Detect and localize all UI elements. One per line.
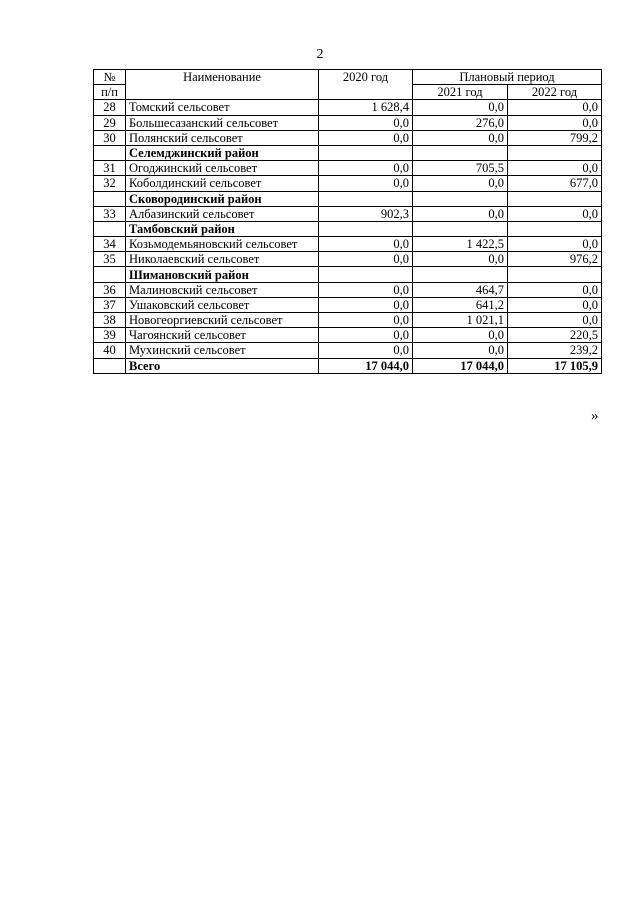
settlement-name: Албазинский сельсовет xyxy=(126,206,319,221)
value-2020: 0,0 xyxy=(319,115,413,130)
table-row xyxy=(94,176,602,191)
value-2021: 0,0 xyxy=(413,176,508,191)
header-num-bottom: п/п xyxy=(94,85,126,100)
table-row xyxy=(94,297,602,312)
settlement-name: Томский сельсовет xyxy=(126,100,319,115)
value-2020: 17 044,0 xyxy=(319,358,413,373)
value-2021: 0,0 xyxy=(413,252,508,267)
settlement-name: Мухинский сельсовет xyxy=(126,343,319,358)
table-body xyxy=(94,100,602,373)
value-2022: 0,0 xyxy=(508,313,602,328)
header-num-top: № xyxy=(94,70,126,85)
value-2021 xyxy=(413,267,508,282)
value-2022: 0,0 xyxy=(508,161,602,176)
district-row xyxy=(94,145,602,160)
value-2022: 0,0 xyxy=(508,206,602,221)
row-num xyxy=(94,191,126,206)
value-2022 xyxy=(508,267,602,282)
table-row xyxy=(94,100,602,115)
value-2022: 677,0 xyxy=(508,176,602,191)
row-num xyxy=(94,358,126,373)
row-num: 38 xyxy=(94,313,126,328)
settlement-name: Малиновский сельсовет xyxy=(126,282,319,297)
value-2022: 0,0 xyxy=(508,282,602,297)
header-year-2022: 2022 год xyxy=(508,85,602,100)
header-name: Наименование xyxy=(126,70,319,100)
value-2022: 0,0 xyxy=(508,100,602,115)
settlement-name: Полянский сельсовет xyxy=(126,130,319,145)
district-name: Шимановский район xyxy=(126,267,319,282)
value-2020 xyxy=(319,221,413,236)
value-2021 xyxy=(413,191,508,206)
settlement-name: Новогеоргиевский сельсовет xyxy=(126,313,319,328)
value-2020: 0,0 xyxy=(319,161,413,176)
value-2020: 0,0 xyxy=(319,130,413,145)
value-2022: 0,0 xyxy=(508,297,602,312)
district-row xyxy=(94,267,602,282)
row-num: 39 xyxy=(94,328,126,343)
value-2022 xyxy=(508,191,602,206)
settlement-name: Чагоянский сельсовет xyxy=(126,328,319,343)
value-2022: 239,2 xyxy=(508,343,602,358)
value-2020: 0,0 xyxy=(319,313,413,328)
value-2021: 464,7 xyxy=(413,282,508,297)
value-2022: 0,0 xyxy=(508,237,602,252)
value-2022: 17 105,9 xyxy=(508,358,602,373)
district-name: Тамбовский район xyxy=(126,221,319,236)
row-num: 36 xyxy=(94,282,126,297)
value-2020: 0,0 xyxy=(319,328,413,343)
value-2020: 902,3 xyxy=(319,206,413,221)
closing-quote: » xyxy=(591,408,599,424)
table-row xyxy=(94,252,602,267)
value-2020 xyxy=(319,267,413,282)
settlement-name: Большесазанский сельсовет xyxy=(126,115,319,130)
value-2021: 0,0 xyxy=(413,100,508,115)
budget-table xyxy=(93,69,602,374)
table-row xyxy=(94,313,602,328)
value-2020: 0,0 xyxy=(319,343,413,358)
value-2022: 220,5 xyxy=(508,328,602,343)
settlement-name: Николаевский сельсовет xyxy=(126,252,319,267)
header-planned-period: Плановый период xyxy=(413,70,602,85)
value-2021: 0,0 xyxy=(413,130,508,145)
value-2020: 0,0 xyxy=(319,297,413,312)
row-num xyxy=(94,145,126,160)
settlement-name: Огоджинский сельсовет xyxy=(126,161,319,176)
district-row xyxy=(94,221,602,236)
row-num: 37 xyxy=(94,297,126,312)
value-2021 xyxy=(413,221,508,236)
settlement-name: Коболдинский сельсовет xyxy=(126,176,319,191)
page-number: 2 xyxy=(316,47,324,62)
total-row xyxy=(94,358,602,373)
row-num: 31 xyxy=(94,161,126,176)
table-row xyxy=(94,130,602,145)
row-num: 34 xyxy=(94,237,126,252)
value-2021: 1 021,1 xyxy=(413,313,508,328)
value-2020: 0,0 xyxy=(319,237,413,252)
value-2020: 0,0 xyxy=(319,252,413,267)
table-row xyxy=(94,115,602,130)
value-2021: 1 422,5 xyxy=(413,237,508,252)
value-2020: 1 628,4 xyxy=(319,100,413,115)
row-num: 29 xyxy=(94,115,126,130)
value-2022 xyxy=(508,221,602,236)
district-name: Сковородинский район xyxy=(126,191,319,206)
table-row xyxy=(94,206,602,221)
row-num: 35 xyxy=(94,252,126,267)
header-year-2021: 2021 год xyxy=(413,85,508,100)
value-2022 xyxy=(508,145,602,160)
value-2021: 641,2 xyxy=(413,297,508,312)
table-row xyxy=(94,328,602,343)
value-2021: 0,0 xyxy=(413,328,508,343)
total-label: Всего xyxy=(126,358,319,373)
value-2022: 976,2 xyxy=(508,252,602,267)
row-num: 40 xyxy=(94,343,126,358)
value-2021: 17 044,0 xyxy=(413,358,508,373)
row-num: 30 xyxy=(94,130,126,145)
value-2021: 276,0 xyxy=(413,115,508,130)
value-2020 xyxy=(319,191,413,206)
value-2021 xyxy=(413,145,508,160)
row-num xyxy=(94,221,126,236)
row-num: 32 xyxy=(94,176,126,191)
table-row xyxy=(94,237,602,252)
row-num: 28 xyxy=(94,100,126,115)
value-2022: 0,0 xyxy=(508,115,602,130)
table-row xyxy=(94,282,602,297)
settlement-name: Козьмодемьяновский сельсовет xyxy=(126,237,319,252)
table-header xyxy=(94,70,602,100)
settlement-name: Ушаковский сельсовет xyxy=(126,297,319,312)
value-2020: 0,0 xyxy=(319,176,413,191)
row-num: 33 xyxy=(94,206,126,221)
value-2021: 705,5 xyxy=(413,161,508,176)
district-name: Селемджинский район xyxy=(126,145,319,160)
value-2021: 0,0 xyxy=(413,206,508,221)
table-row xyxy=(94,343,602,358)
district-row xyxy=(94,191,602,206)
table-row xyxy=(94,161,602,176)
header-year-2020: 2020 год xyxy=(319,70,413,100)
row-num xyxy=(94,267,126,282)
value-2021: 0,0 xyxy=(413,343,508,358)
value-2020: 0,0 xyxy=(319,282,413,297)
value-2020 xyxy=(319,145,413,160)
value-2022: 799,2 xyxy=(508,130,602,145)
